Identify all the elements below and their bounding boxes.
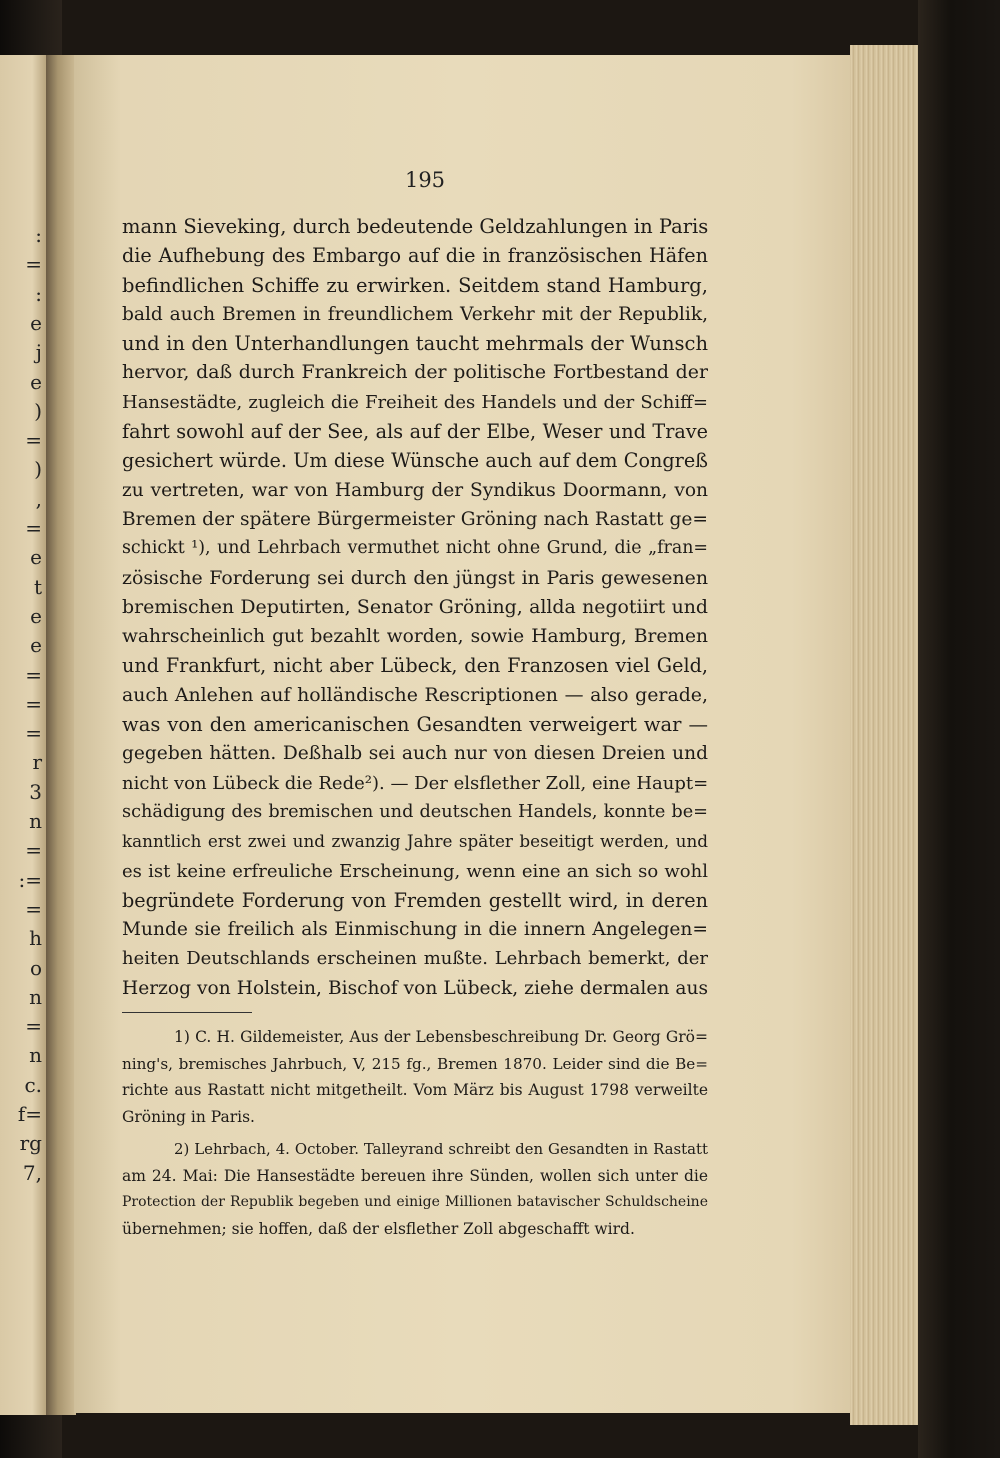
footnote-line: Gröning in Paris. [122, 1107, 255, 1126]
text-line: und in den Unterhandlungen taucht mehrmals der Wunsch [122, 332, 708, 356]
book-gutter [46, 55, 76, 1415]
footnote-line: 1) C. H. Gildemeister, Aus der Lebensbeschreibung Dr. Georg Grö= [174, 1028, 708, 1046]
previous-page-edge-char: = [25, 896, 42, 921]
text-line: Hansestädte, zugleich die Freiheit des Handels und der Schiff= [122, 391, 708, 413]
previous-page-edge-char: o [29, 955, 42, 980]
text-line: Bremen der spätere Bürgermeister Gröning nach Rastatt ge= [122, 508, 708, 530]
text-line: befindlichen Schiffe zu erwirken. Seitdem stand Hamburg, [122, 273, 708, 297]
previous-page-edge-char: e [30, 633, 42, 658]
previous-page-edge-char: rg [19, 1131, 42, 1156]
text-line: gegeben hätten. Deßhalb sei auch nur von diesen Dreien und [122, 743, 708, 765]
previous-page-edge-char: j [35, 340, 42, 365]
previous-page-edge [0, 55, 46, 1415]
text-line: zu vertreten, war von Hamburg der Syndikus Doormann, von [122, 479, 708, 501]
text-line: Munde sie freilich als Einmischung in die innern Angelegen= [122, 919, 708, 941]
previous-page-text-edge [0, 55, 46, 1415]
text-line: auch Anlehen auf holländische Rescriptionen — also gerade, [122, 683, 708, 706]
previous-page-edge-char: t [33, 574, 42, 599]
previous-page-edge-char: e [30, 603, 42, 628]
text-line: schickt ¹), und Lehrbach vermuthet nicht ohne Grund, die „fran= [122, 538, 708, 559]
previous-page-edge-char: = [25, 516, 42, 540]
previous-page-edge-char: 3 [29, 779, 42, 804]
page-number: 195 [404, 168, 446, 192]
footnote-line: am 24. Mai: Die Hansestädte bereuen ihre Sünden, wollen sich unter die [122, 1166, 708, 1185]
previous-page-edge-char: n [29, 1043, 42, 1068]
previous-page-edge-char: = [25, 1014, 42, 1039]
text-line: mann Sieveking, durch bedeutende Geldzahlungen in Paris [122, 215, 708, 238]
text-line: heiten Deutschlands erscheinen mußte. Lehrbach bemerkt, der [122, 948, 708, 970]
previous-page-edge-char: r [32, 750, 42, 775]
footnotes-block [122, 1024, 708, 1242]
previous-page-edge-char: , [35, 486, 42, 511]
main-text-block [122, 212, 708, 1003]
previous-page-edge-char: = [25, 691, 42, 716]
text-line: zösische Forderung sei durch den jüngst in Paris gewesenen [122, 566, 708, 589]
previous-page-edge-char: = [25, 428, 42, 453]
text-line: es ist keine erfreuliche Erscheinung, wenn eine an sich so wohl [122, 860, 708, 882]
footnote-line: richte aus Rastatt nicht mitgetheilt. Vom März bis August 1798 verweilte [122, 1081, 708, 1099]
text-line: und Frankfurt, nicht aber Lübeck, den Franzosen viel Geld, [122, 654, 708, 678]
previous-page-edge-char: ) [34, 457, 42, 482]
text-line: die Aufhebung des Embargo auf die in französischen Häfen [122, 244, 708, 268]
previous-page-edge-char: e [30, 310, 42, 335]
previous-page-edge-char: : [35, 223, 42, 247]
text-line: bald auch Bremen in freundlichem Verkehr mit der Republik, [122, 303, 708, 325]
footnote-line: ning's, bremisches Jahrbuch, V, 215 fg., Bremen 1870. Leider sind die Be= [122, 1054, 708, 1073]
text-line: fahrt sowohl auf der See, als auf der Elbe, Weser und Trave [122, 420, 708, 444]
previous-page-edge-char: c. [24, 1072, 42, 1097]
text-line: hervor, daß durch Frankreich der politische Fortbestand der [122, 361, 708, 384]
page-stack-edge [850, 45, 920, 1425]
previous-page-edge-char: n [29, 809, 42, 833]
book-cover-right [918, 0, 1000, 1458]
previous-page-edge-char: = [25, 252, 42, 277]
previous-page-edge-char: := [18, 867, 42, 892]
previous-page-edge-char: 7, [22, 1160, 42, 1185]
text-line: bremischen Deputirten, Senator Gröning, allda negotiirt und [122, 595, 708, 618]
previous-page-edge-char: = [25, 838, 42, 863]
footnote-line: übernehmen; sie hoffen, daß der elsflether Zoll abgeschafft wird. [122, 1219, 635, 1238]
previous-page-edge-char: e [30, 369, 42, 394]
text-line: kanntlich erst zwei und zwanzig Jahre später beseitigt werden, und [122, 831, 708, 852]
previous-page-edge-char: = [25, 662, 42, 687]
previous-page-edge-char: : [35, 281, 42, 306]
text-line: Herzog von Holstein, Bischof von Lübeck, ziehe dermalen aus [122, 977, 708, 999]
text-line: was von den americanischen Gesandten verweigert war — [122, 713, 708, 737]
text-line: begründete Forderung von Fremden gestellt wird, in deren [122, 888, 708, 912]
text-line: schädigung des bremischen und deutschen Handels, konnte be= [122, 801, 708, 822]
text-line: wahrscheinlich gut bezahlt worden, sowie Hamburg, Bremen [122, 626, 708, 648]
previous-page-edge-char: = [25, 721, 42, 746]
text-line: nicht von Lübeck die Rede²). — Der elsflether Zoll, eine Haupt= [122, 772, 708, 794]
text-line: gesichert würde. Um diese Wünsche auch auf dem Congreß [122, 449, 708, 473]
footnote-rule [122, 1012, 252, 1013]
previous-page-edge-char: f= [17, 1102, 42, 1126]
footnote-line: Protection der Republik begeben und einige Millionen batavischer Schuldscheine [122, 1194, 708, 1210]
previous-page-edge-char: ) [34, 398, 42, 423]
footnote-line: 2) Lehrbach, 4. October. Talleyrand schreibt den Gesandten in Rastatt [174, 1140, 708, 1158]
previous-page-edge-char: n [29, 984, 42, 1009]
previous-page-edge-char: e [30, 545, 42, 570]
previous-page-edge-char: h [29, 926, 42, 951]
